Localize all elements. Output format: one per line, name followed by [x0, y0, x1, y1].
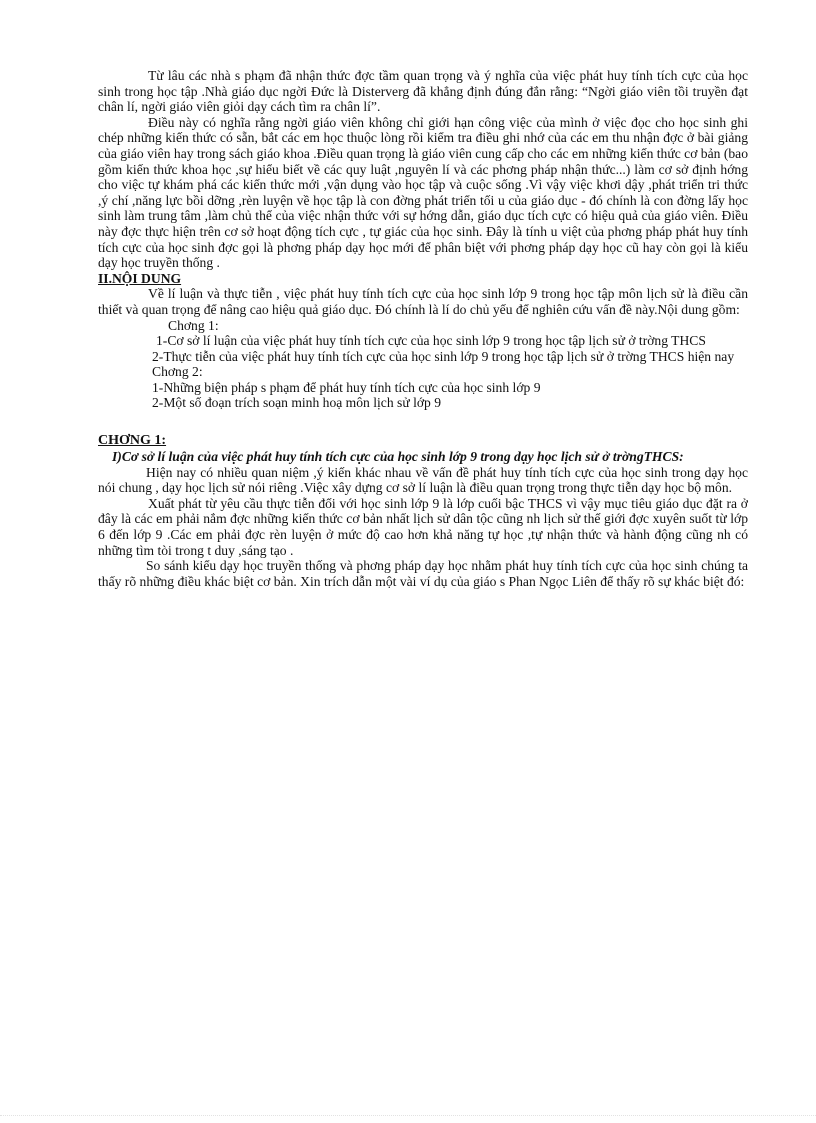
content-outline	[102, 318, 748, 412]
chapter-1-subheading: I)Cơ sở lí luận của việc phát huy tính tích cực của học sinh lớp 9 trong dạy học lịch sử ở trờngTHCS:	[112, 449, 684, 465]
outline-item: 2-Một số đoạn trích soạn minh hoạ môn lịch sử lớp 9	[152, 395, 442, 411]
section-paragraph: Về lí luận và thực tiễn , việc phát huy tính tích cực của học sinh lớp 9 trong học tập môn lịch sử là điều cần thiết và quan trọng để nâng cao hiệu quả giáo dục. Đó chính là lí do chủ yếu để nghiên cứu vấn đề này.Nội dung gồm:	[98, 286, 748, 317]
outline-item: 1-Những biện pháp s phạm để phát huy tính tích cực của học sinh lớp 9	[152, 379, 541, 395]
outline-chapter-2-label: Chơng 2:	[152, 364, 203, 380]
section-heading-noi-dung: II.NỘI DUNG	[98, 270, 182, 286]
outline-chapter-1-label: Chơng 1:	[168, 317, 219, 333]
page-bottom-rule	[0, 1115, 816, 1116]
chapter-paragraph-3: So sánh kiểu dạy học truyền thống và phơng pháp dạy học nhằm phát huy tính tích cực của học sinh chúng ta thấy rõ những điều khác biệt cơ bản. Xin trích dẫn một vài ví dụ của giáo s Phan Ngọc Liên để thấy rõ sự khác biệt đó:	[98, 558, 748, 589]
chapter-paragraph-1: Hiện nay có nhiều quan niệm ,ý kiến khác nhau về vấn đề phát huy tính tích cực của học sinh trong dạy học nói chung , dạy học lịch sử nói riêng .Việc xây dựng cơ sở lí luận là điều quan trọng trong thực tiễn dạy học bộ môn.	[98, 464, 748, 496]
chapter-1-heading: CHƠNG 1:	[98, 433, 167, 449]
intro-paragraph-2: Điều này có nghĩa rằng ngời giáo viên không chỉ giới hạn công việc của mình ở việc đọc cho học sinh ghi chép những kiến thức có sẵn, bắt các em học thuộc lòng rồi kiểm tra điều ghi nhớ của các em thu nhận đợc ở bài giảng của giáo viên hay trong sách giáo khoa .Điều quan trọng là giáo viên cung cấp cho các em những kiến thức cơ bản (bao gồm kiến thức khoa học ,sự hiểu biết về các quy luật ,nguyên lí và các phơng pháp nhận thức...) làm cơ sở định hớng cho việc tự khám phá các kiến thức mới ,vận dụng vào học tập và cuộc sống .Vì vậy việc khơi dậy ,phát triển tri thức ,ý chí ,năng lực bồi dỡng ,rèn luyện về học tập là con đờng phát triển tối u của giáo dục - đó chính là con đờng lấy học sinh làm trung tâm ,làm chủ thể của việc nhận thức với sự hớng dẫn, giáo dục tích cực có hiệu quả của giáo viên. Điều này đợc thực hiện trên cơ sở hoạt động tích cực , tự giác của học sinh. Đây là tính u việt của phơng pháp phát huy tính tích cực của học sinh đợc gọi là phơng pháp dạy học mới để phân biệt với phơng pháp dạy học cũ hay còn gọi là kiểu dạy học truyền thống .	[98, 114, 748, 271]
chapter-paragraph-2: Xuất phát từ yêu cầu thực tiễn đối với học sinh lớp 9 là lớp cuối bậc THCS vì vậy mục tiêu giáo dục đặt ra ở đây là các em phải nắm đợc những kiến thức cơ bản nhất lịch sử dân tộc cũng nh lịch sử thế giới đợc xuyên suốt từ lớp 6 đến lớp 9 .Các em phải đợc rèn luyện ở mức độ cao hơn khả năng tự học ,tự nhận thức và hành động cũng nh có những tìm tòi trong t duy ,sáng tạo .	[98, 495, 748, 558]
outline-item: 1-Cơ sở lí luận của việc phát huy tính tích cực của học sinh lớp 9 trong học tập lịch sử ở trờng THCS	[156, 333, 706, 349]
intro-paragraph-1: Từ lâu các nhà s phạm đã nhận thức đợc tầm quan trọng và ý nghĩa của việc phát huy tính tích cực của học sinh trong học tập .Nhà giáo dục ngời Đức là Disterverg đã khẳng định đúng đắn rằng: “Ngời giáo viên tồi truyền đạt chân lí, ngời giáo viên giỏi dạy cách tìm ra chân lí”.	[98, 68, 748, 115]
outline-item: 2-Thực tiễn của việc phát huy tính tích cực của học sinh lớp 9 trong học tập lịch sử ở trờng THCS hiện nay	[152, 348, 735, 364]
spacer	[98, 411, 748, 433]
